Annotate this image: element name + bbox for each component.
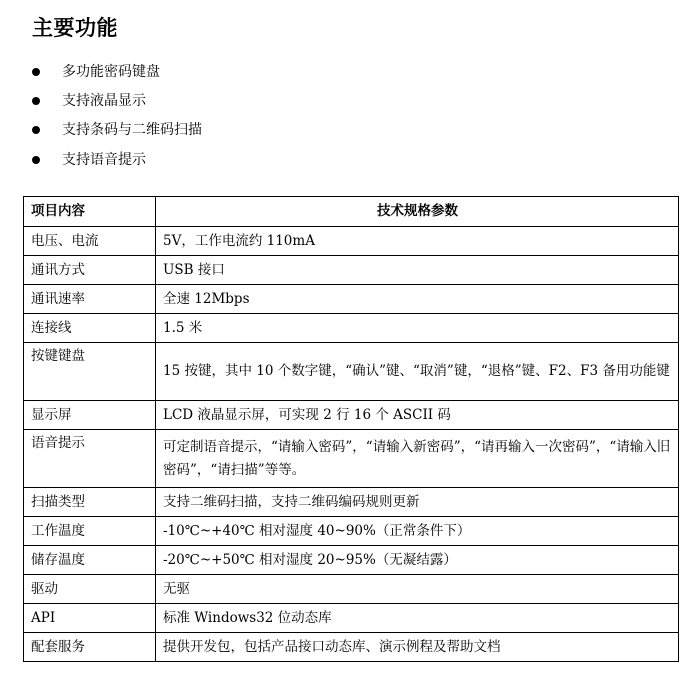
table-row [24, 575, 679, 604]
table-cell-item: API [24, 604, 156, 633]
table-row [24, 633, 679, 662]
table-cell-spec: USB 接口 [156, 256, 679, 285]
feature-text: 支持条码与二维码扫描 [62, 122, 202, 139]
table-cell-item: 工作温度 [24, 517, 156, 546]
table-cell-item: 显示屏 [24, 401, 156, 430]
table-cell-spec: 支持二维码扫描，支持二维码编码规则更新 [156, 488, 679, 517]
feature-list-item [32, 145, 202, 174]
table-cell-item: 按键键盘 [24, 343, 156, 401]
table-cell-spec: 全速 12Mbps [156, 285, 679, 314]
table-cell-spec: 标准 Windows32 位动态库 [156, 604, 679, 633]
table-cell-item: 通讯速率 [24, 285, 156, 314]
table-cell-spec: 1.5 米 [156, 314, 679, 343]
table-row [24, 256, 679, 285]
table-row [24, 285, 679, 314]
table-cell-spec: 15 按键，其中 10 个数字键，“确认”键、“取消”键，“退格”键、F2、F3 备用功能键 [156, 343, 679, 401]
feature-text: 支持液晶显示 [62, 93, 146, 110]
feature-list-item [32, 116, 202, 145]
table-cell-item: 通讯方式 [24, 256, 156, 285]
table-cell-spec: 5V，工作电流约 110mA [156, 227, 679, 256]
table-row [24, 401, 679, 430]
table-cell-item: 储存温度 [24, 546, 156, 575]
table-cell-item: 电压、电流 [24, 227, 156, 256]
table-cell-item: 语音提示 [24, 430, 156, 488]
table-cell-spec: 无驱 [156, 575, 679, 604]
feature-list-item [32, 57, 202, 86]
section-title: 主要功能 [32, 15, 118, 40]
table-row [24, 430, 679, 488]
table-row [24, 546, 679, 575]
table-cell-item: 配套服务 [24, 633, 156, 662]
bullet-icon [32, 126, 40, 134]
feature-list-item [32, 86, 202, 115]
bullet-icon [32, 97, 40, 105]
table-row [24, 314, 679, 343]
table-cell-item: 连接线 [24, 314, 156, 343]
table-row [24, 488, 679, 517]
spec-table [23, 196, 679, 662]
feature-list [32, 57, 202, 175]
table-cell-spec: 提供开发包，包括产品接口动态库、演示例程及帮助文档 [156, 633, 679, 662]
table-cell-spec: LCD 液晶显示屏，可实现 2 行 16 个 ASCII 码 [156, 401, 679, 430]
column-header-item: 项目内容 [24, 197, 156, 227]
table-cell-item: 扫描类型 [24, 488, 156, 517]
table-row [24, 604, 679, 633]
table-cell-spec: -20℃~+50℃ 相对湿度 20~95%（无凝结露） [156, 546, 679, 575]
feature-text: 多功能密码键盘 [62, 63, 160, 80]
table-cell-spec: -10℃~+40℃ 相对湿度 40~90%（正常条件下） [156, 517, 679, 546]
feature-text: 支持语音提示 [62, 151, 146, 168]
table-cell-spec: 可定制语音提示，“请输入密码”，“请输入新密码”，“请再输入一次密码”，“请输入旧密码”，“请扫描”等等。 [156, 430, 679, 488]
table-row [24, 343, 679, 401]
bullet-icon [32, 68, 40, 76]
table-header-row [24, 197, 679, 227]
bullet-icon [32, 156, 40, 164]
table-row [24, 517, 679, 546]
column-header-spec: 技术规格参数 [156, 197, 679, 227]
table-row [24, 227, 679, 256]
table-cell-item: 驱动 [24, 575, 156, 604]
